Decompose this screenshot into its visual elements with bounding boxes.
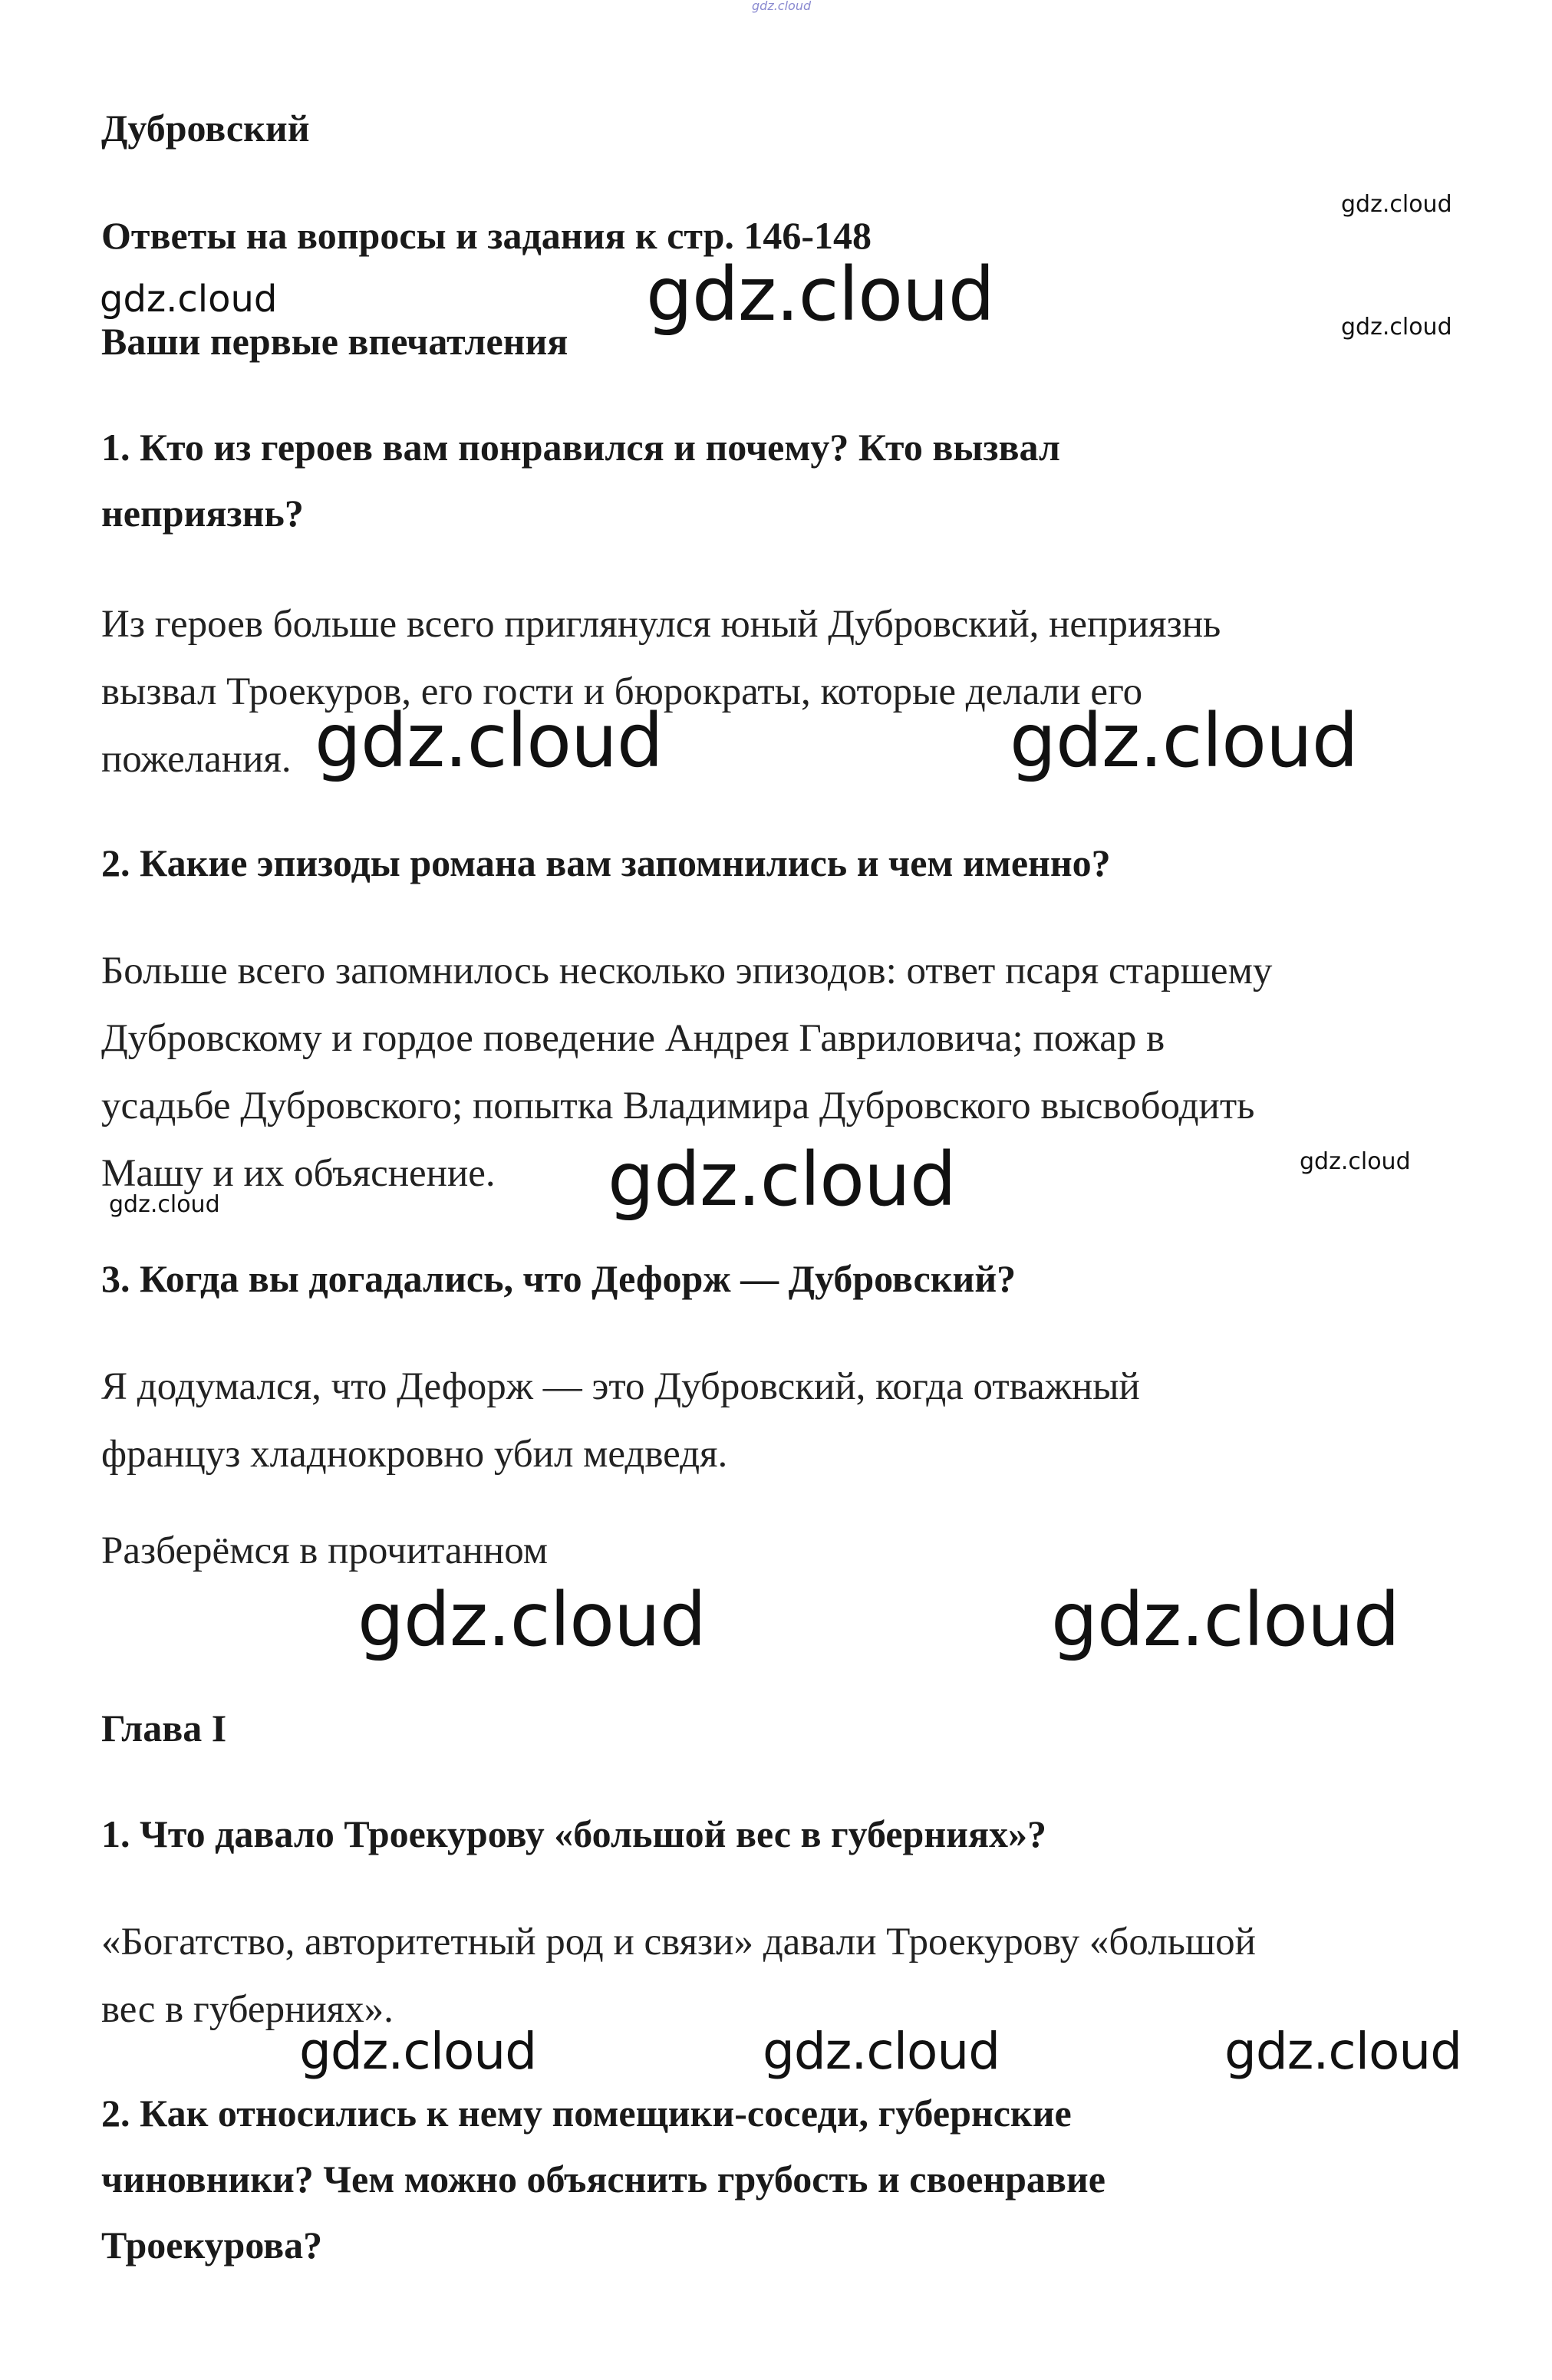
document-title: Дубровский bbox=[101, 107, 310, 150]
section-heading-analysis: Разберёмся в прочитанном bbox=[101, 1529, 548, 1572]
chapter-answer-1-line-1: «Богатство, авторитетный род и связи» давали Троекурову «большой bbox=[101, 1921, 1256, 1964]
answer-2-line-2: Дубровскому и гордое поведение Андрея Гавриловича; пожар в bbox=[101, 1017, 1165, 1060]
answer-3-line-1: Я додумался, что Дефорж — это Дубровский, когда отважный bbox=[101, 1365, 1140, 1408]
chapter-question-2-line-2: чиновники? Чем можно объяснить грубость и своенравие bbox=[101, 2158, 1106, 2201]
section-heading-impressions: Ваши первые впечатления bbox=[101, 320, 568, 363]
watermark-top: gdz.cloud bbox=[752, 0, 812, 13]
watermark: gdz.cloud bbox=[299, 2022, 537, 2081]
document-subtitle: Ответы на вопросы и задания к стр. 146-148 bbox=[101, 214, 872, 257]
answer-2-line-3: усадьбе Дубровского; попытка Владимира Дубровского высвободить bbox=[101, 1085, 1255, 1127]
answer-1-line-3: пожелания. bbox=[101, 738, 292, 781]
question-1-line-2: неприязнь? bbox=[101, 492, 304, 535]
chapter-answer-1-line-2: вес в губерниях». bbox=[101, 1988, 394, 2031]
watermark: gdz.cloud bbox=[1341, 191, 1452, 218]
watermark: gdz.cloud bbox=[1224, 2022, 1462, 2081]
chapter-question-2-line-3: Троекурова? bbox=[101, 2224, 323, 2266]
answer-1-line-1: Из героев больше всего приглянулся юный Дубровский, неприязнь bbox=[101, 603, 1221, 646]
watermark: gdz.cloud bbox=[315, 698, 663, 784]
answer-3-line-2: француз хладнокровно убил медведя. bbox=[101, 1433, 728, 1476]
watermark: gdz.cloud bbox=[109, 1191, 220, 1218]
watermark: gdz.cloud bbox=[1341, 314, 1452, 341]
watermark: gdz.cloud bbox=[608, 1137, 956, 1223]
watermark: gdz.cloud bbox=[1051, 1577, 1399, 1663]
watermark: gdz.cloud bbox=[1010, 698, 1358, 784]
question-2: 2. Какие эпизоды романа вам запомнились и чем именно? bbox=[101, 841, 1111, 884]
watermark: gdz.cloud bbox=[646, 252, 994, 337]
watermark: gdz.cloud bbox=[100, 278, 278, 321]
watermark: gdz.cloud bbox=[358, 1577, 706, 1663]
watermark: gdz.cloud bbox=[1300, 1148, 1411, 1175]
chapter-heading: Глава I bbox=[101, 1707, 227, 1750]
answer-2-line-4: Машу и их объяснение. bbox=[101, 1152, 496, 1195]
answer-1-line-2: вызвал Троекуров, его гости и бюрократы, которые делали его bbox=[101, 670, 1143, 713]
question-1-line-1: 1. Кто из героев вам понравился и почему? Кто вызвал bbox=[101, 426, 1060, 469]
chapter-question-1: 1. Что давало Троекурову «большой вес в губерниях»? bbox=[101, 1812, 1047, 1855]
chapter-question-2-line-1: 2. Как относились к нему помещики-соседи, губернские bbox=[101, 2092, 1072, 2135]
question-3: 3. Когда вы догадались, что Дефорж — Дубровский? bbox=[101, 1257, 1017, 1300]
answer-2-line-1: Больше всего запомнилось несколько эпизодов: ответ псаря старшему bbox=[101, 950, 1273, 992]
watermark: gdz.cloud bbox=[763, 2022, 1000, 2081]
